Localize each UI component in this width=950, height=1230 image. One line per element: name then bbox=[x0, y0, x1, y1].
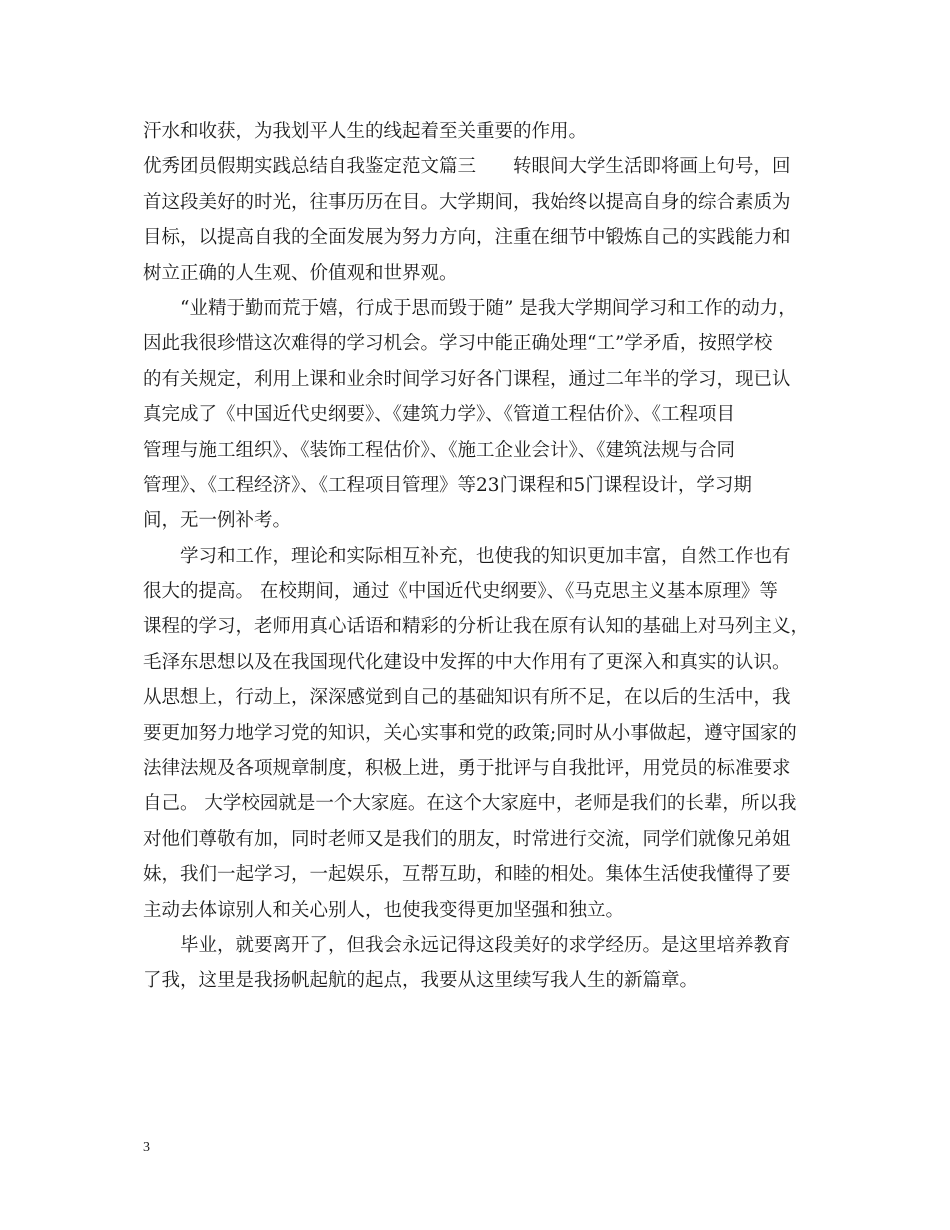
text-line: 要更加努力地学习党的知识，关心实事和党的政策;同时从小事做起，遵守国家的 bbox=[143, 722, 797, 744]
section-heading-line: 优秀团员假期实践总结自我鉴定范文篇三 转眼间大学生活即将画上句号，回 bbox=[143, 156, 791, 178]
text-line: 自己。 大学校园就是一个大家庭。在这个大家庭中，老师是我们的长辈，所以我 bbox=[143, 793, 797, 815]
text-line: 管理》、《工程经济》、《工程项目管理》等23门课程和5门课程设计，学习期 bbox=[143, 474, 752, 496]
text-line: 树立正确的人生观、价值观和世界观。 bbox=[143, 262, 458, 284]
text-line: 法律法规及各项规章制度，积极上进，勇于批评与自我批评，用党员的标准要求 bbox=[143, 758, 791, 780]
text-line: 的有关规定，利用上课和业余时间学习好各门课程，通过二年半的学习，现已认 bbox=[143, 368, 791, 390]
text-line: 因此我很珍惜这次难得的学习机会。学习中能正确处理“工”学矛盾，按照学校 bbox=[143, 333, 773, 355]
text-line: 毛泽东思想以及在我国现代化建设中发挥的中大作用有了更深入和真实的认识。 bbox=[143, 651, 791, 673]
page-number: 3 bbox=[143, 1140, 150, 1155]
text-line: 从思想上，行动上，深深感觉到自己的基础知识有所不足，在以后的生活中，我 bbox=[143, 687, 791, 709]
paragraph-first-line: 毕业，就要离开了，但我会永远记得这段美好的求学经历。是这里培养教育 bbox=[180, 934, 791, 956]
text-line: 管理与施工组织》、《装饰工程估价》、《施工企业会计》、《建筑法规与合同 bbox=[143, 439, 736, 461]
text-line: 妹，我们一起学习，一起娱乐，互帮互助，和睦的相处。集体生活使我懂得了要 bbox=[143, 864, 791, 886]
text-line: 真完成了《中国近代史纲要》、《建筑力学》、《管道工程估价》、《工程项目 bbox=[143, 404, 736, 426]
text-line: 主动去体谅别人和关心别人，也使我变得更加坚强和独立。 bbox=[143, 899, 625, 921]
paragraph-first-line: 学习和工作，理论和实际相互补充，也使我的知识更加丰富，自然工作也有 bbox=[180, 545, 791, 567]
text-line: 了我，这里是我扬帆起航的起点，我要从这里续写我人生的新篇章。 bbox=[143, 970, 699, 992]
text-line: 对他们尊敬有加，同时老师又是我们的朋友，时常进行交流，同学们就像兄弟姐 bbox=[143, 828, 791, 850]
text-line: 课程的学习，老师用真心话语和精彩的分析让我在原有认知的基础上对马列主义， bbox=[143, 616, 810, 638]
text-line: 首这段美好的时光，往事历历在目。大学期间，我始终以提高自身的综合素质为 bbox=[143, 191, 791, 213]
text-line: 汗水和收获，为我划平人生的线起着至关重要的作用。 bbox=[143, 121, 588, 142]
text-line: 目标，以提高自我的全面发展为努力方向，注重在细节中锻炼自己的实践能力和 bbox=[143, 227, 791, 249]
text-line: 间，无一例补考。 bbox=[143, 510, 292, 532]
document-body bbox=[143, 114, 815, 999]
text-line: 很大的提高。 在校期间，通过《中国近代史纲要》、《马克思主义基本原理》等 bbox=[143, 581, 778, 603]
paragraph-first-line: “业精于勤而荒于嬉，行成于思而毁于随” 是我大学期间学习和工作的动力， bbox=[180, 297, 797, 319]
